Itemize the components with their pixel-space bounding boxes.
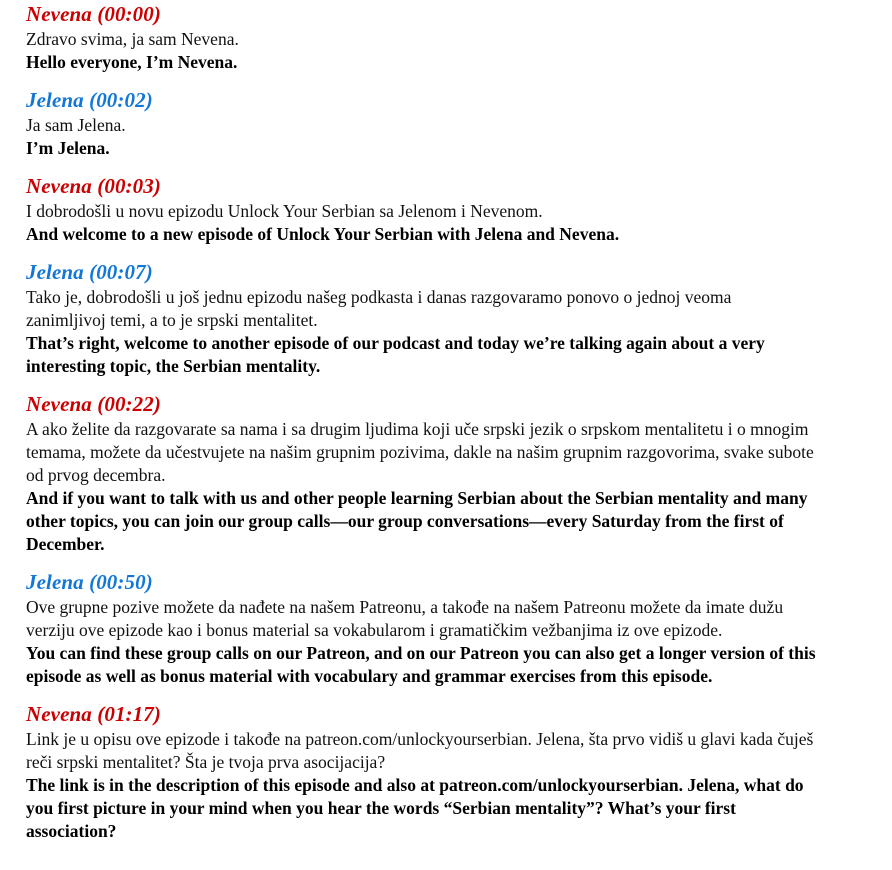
translation-text-english: Hello everyone, I’m Nevena.: [26, 52, 238, 72]
source-text-serbian: A ako želite da razgovarate sa nama i sa drugim ljudima koji uče srpski jezik o srpskom mentalitetu i o mnogim temama, možete da učestvujete na našim grupnim pozivima, dakle na našim grupnim razgovorima, svake subote od prvog decembra.: [26, 419, 814, 485]
speaker-heading-nevena: Nevena (00:22): [26, 392, 161, 416]
transcript-entry: [26, 174, 866, 246]
translation-text-english: The link is in the description of this episode and also at patreon.com/unlockyourserbian. Jelena, what do you first picture in your mind when you hear the words “Serbian mentality”? What’s your first association?: [26, 775, 804, 841]
source-text-serbian: Link je u opisu ove epizode i takođe na patreon.com/unlockyourserbian. Jelena, šta prvo vidiš u glavi kada čuješ reči srpski mentalitet? Šta je tvoja prva asocijacija?: [26, 729, 814, 772]
translation-text-english: You can find these group calls on our Patreon, and on our Patreon you can also get a longer version of this episode as well as bonus material with vocabulary and grammar exercises from this episode.: [26, 643, 816, 686]
speaker-heading-nevena: Nevena (00:03): [26, 174, 161, 198]
translation-text-english: And if you want to talk with us and other people learning Serbian about the Serbian mentality and many other topics, you can join our group calls—our group conversations—every Saturday from the first of December.: [26, 488, 808, 554]
translation-text-english: That’s right, welcome to another episode of our podcast and today we’re talking again about a very interesting topic, the Serbian mentality.: [26, 333, 765, 376]
speaker-heading-jelena: Jelena (00:02): [26, 88, 153, 112]
speaker-heading-nevena: Nevena (00:00): [26, 2, 161, 26]
source-text-serbian: Ja sam Jelena.: [26, 115, 126, 135]
transcript-entry: [26, 88, 866, 160]
speaker-heading-nevena: Nevena (01:17): [26, 702, 161, 726]
transcript-entry: [26, 702, 866, 843]
source-text-serbian: Zdravo svima, ja sam Nevena.: [26, 29, 239, 49]
source-text-serbian: Tako je, dobrodošli u još jednu epizodu našeg podkasta i danas razgovaramo ponovo o jednoj veoma zanimljivoj temi, a to je srpski mentalitet.: [26, 287, 732, 330]
transcript-entry: [26, 260, 866, 378]
transcript-entry: [26, 2, 866, 74]
speaker-heading-jelena: Jelena (00:07): [26, 260, 153, 284]
translation-text-english: And welcome to a new episode of Unlock Your Serbian with Jelena and Nevena.: [26, 224, 620, 244]
speaker-heading-jelena: Jelena (00:50): [26, 570, 153, 594]
transcript-entry: [26, 392, 866, 556]
transcript-entry: [26, 570, 866, 688]
translation-text-english: I’m Jelena.: [26, 138, 110, 158]
source-text-serbian: Ove grupne pozive možete da nađete na našem Patreonu, a takođe na našem Patreonu možete da imate dužu verziju ove epizode kao i bonus material sa vokabularom i gramatičkim vežbanjima iz ove epizode.: [26, 597, 784, 640]
source-text-serbian: I dobrodošli u novu epizodu Unlock Your Serbian sa Jelenom i Nevenom.: [26, 201, 543, 221]
